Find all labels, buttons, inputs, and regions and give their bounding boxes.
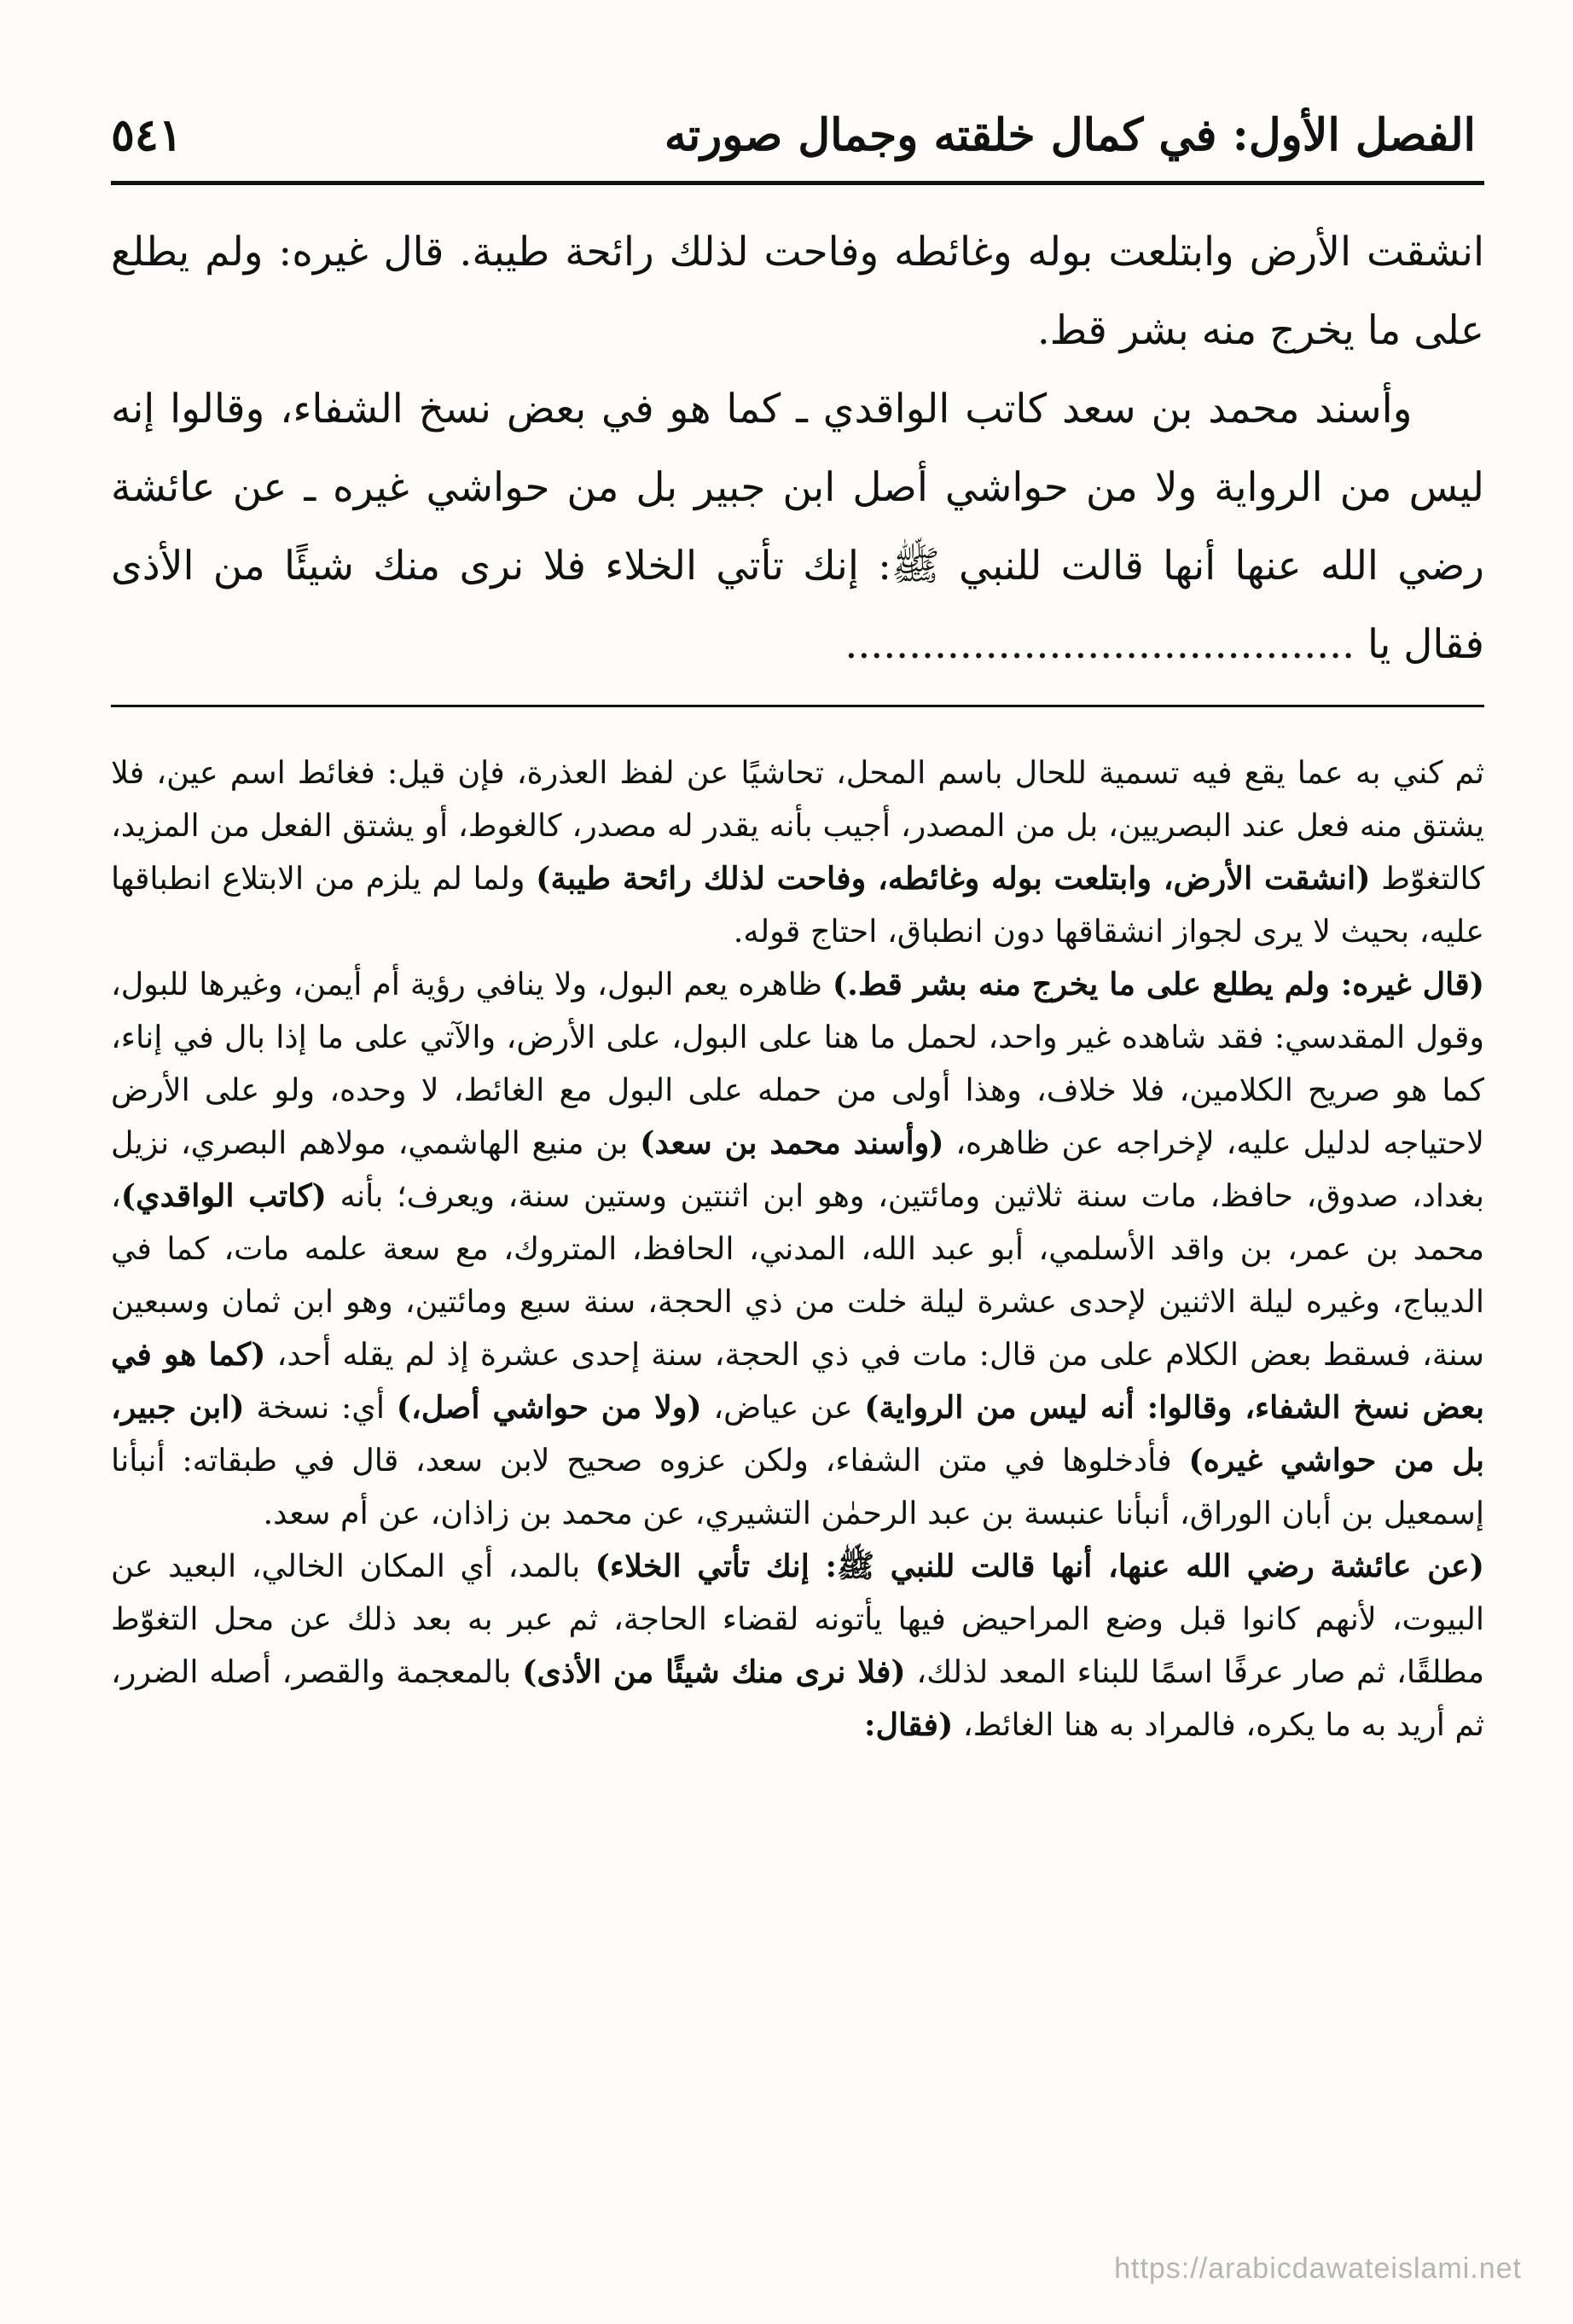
quoted-main-text: (كما هو في بعض نسخ الشفاء، وقالوا: أنه ليس من الرواية) (111, 1336, 1484, 1426)
quoted-main-text: (فقال: (863, 1706, 954, 1743)
commentary-text-run: ثم كني به عما يقع فيه تسمية للحال باسم المحل، تحاشيًا عن لفظ العذرة، فإن قيل: فغائط اسم عين، فلا يشتق منه فعل عند البصريين، بل من المصدر، أجيب بأنه يقدر له مصدر، كالغوط، أو يشتق الفعل من المزيد، كالتغوّط (111, 754, 1485, 897)
commentary-text-run: عن عياض، (701, 1389, 865, 1426)
commentary-text-run: فأدخلوها في متن الشفاء، ولكن عزوه صحيح لابن سعد، قال في طبقاته: أنبأنا إسمعيل بن أبان الوراق، أنبأنا عنبسة بن عبد الرحمٰن التشيري، عن محمد بن زاذان، عن أم سعد. (111, 1442, 1484, 1531)
commentary-paragraph-3 (111, 1540, 1484, 1752)
main-text-paragraph-2: وأسند محمد بن سعد كاتب الواقدي ـ كما هو في بعض نسخ الشفاء، وقالوا إنه ليس من الرواية ولا من حواشي أصل ابن جبير بل من حواشي غيره ـ عن عائشة رضي الله عنها أنها قالت للنبي ﷺ: إنك تأتي الخلاء فلا نرى منك شيئًا من الأذى فقال يا ........................................ (111, 386, 1484, 668)
commentary-text-run: بالمد، أي المكان الخالي، البعيد عن البيوت، لأنهم كانوا قبل وضع المراحيض فيها يأتونه لقضاء الحاجة، ثم عبر به بعد ذلك عن محل التغوّط مطلقًا، ثم صار عرفًا اسمًا للبناء المعد لذلك، (111, 1548, 1484, 1690)
commentary-text (111, 747, 1484, 1752)
commentary-text-run: ، محمد بن عمر، بن واقد الأسلمي، أبو عبد الله، المدني، الحافظ، المتروك، مع سعة علمه مات، كما في الديباج، وغيره ليلة الاثنين لإحدى عشرة ليلة خلت من ذي الحجة، سنة سبع ومائتين، وهو ابن ثمان وسبعين سنة، فسقط بعض الكلام على من قال: مات في ذي الحجة، سنة إحدى عشرة إذ لم يقله أحد، (111, 1177, 1484, 1373)
quoted-main-text: (كاتب الواقدي) (120, 1177, 327, 1214)
commentary-divider (111, 705, 1484, 707)
quoted-main-text: (وأسند محمد بن سعد) (640, 1124, 944, 1161)
page-number: ٥٤١ (111, 109, 183, 161)
quoted-main-text: (انشقت الأرض، وابتلعت بوله وغائطه، وفاحت لذلك رائحة طيبة) (536, 860, 1371, 897)
commentary-paragraph-2 (111, 958, 1484, 1540)
watermark-url: https://arabicdawateislami.net (1114, 2252, 1522, 2285)
page-header (111, 102, 1476, 179)
commentary-text-run: أي: نسخة (244, 1389, 397, 1426)
commentary-text-run: ظاهره يعم البول، ولا ينافي رؤية أم أيمن، وغيرها للبول، وقول المقدسي: فقد شاهده غير واحد، لحمل ما هنا على البول، على الأرض، والآتي على ما إذا بال في إناء، كما هو صريح الكلامين، فلا خلاف، وهذا أولى من حمله على البول مع الغائط، لا وحده، ولو على الأرض لاحتياجه لدليل عليه، لإخراجه عن ظاهره، (111, 966, 1484, 1161)
commentary-paragraph-1 (111, 747, 1484, 958)
header-divider (111, 181, 1484, 185)
quoted-main-text: (فلا نرى منك شيئًا من الأذى) (522, 1653, 906, 1690)
main-text-paragraph-1: انشقت الأرض وابتلعت بوله وغائطه وفاحت لذلك رائحة طيبة. قال غيره: ولم يطلع على ما يخرج منه بشر قط. (111, 229, 1484, 354)
commentary-text-run: بن منيع الهاشمي، مولاهم البصري، نزيل بغداد، صدوق، حافظ، مات سنة ثلاثين ومائتين، وهو ابن اثنتين وستين سنة، ويعرف؛ بأنه (111, 1124, 1484, 1214)
quoted-main-text: (ولا من حواشي أصل،) (396, 1389, 702, 1426)
commentary-text-run: بالمعجمة والقصر، أصله الضرر، ثم أريد به ما يكره، فالمراد به هنا الغائط، (111, 1653, 1484, 1743)
commentary-text-run: ولما لم يلزم من الابتلاع انطباقها عليه، بحيث لا يرى لجواز انشقاقها دون انطباق، احتاج قوله. (111, 860, 1484, 950)
quoted-main-text: (عن عائشة رضي الله عنها، أنها قالت للنبي ﷺ: إنك تأتي الخلاء) (595, 1548, 1485, 1584)
main-text (111, 213, 1484, 684)
quoted-main-text: (قال غيره: ولم يطلع على ما يخرج منه بشر قط.) (832, 966, 1484, 1002)
quoted-main-text: (ابن جبير، بل من حواشي غيره) (111, 1389, 1484, 1479)
chapter-title: الفصل الأول: في كمال خلقته وجمال صورته (664, 109, 1476, 161)
